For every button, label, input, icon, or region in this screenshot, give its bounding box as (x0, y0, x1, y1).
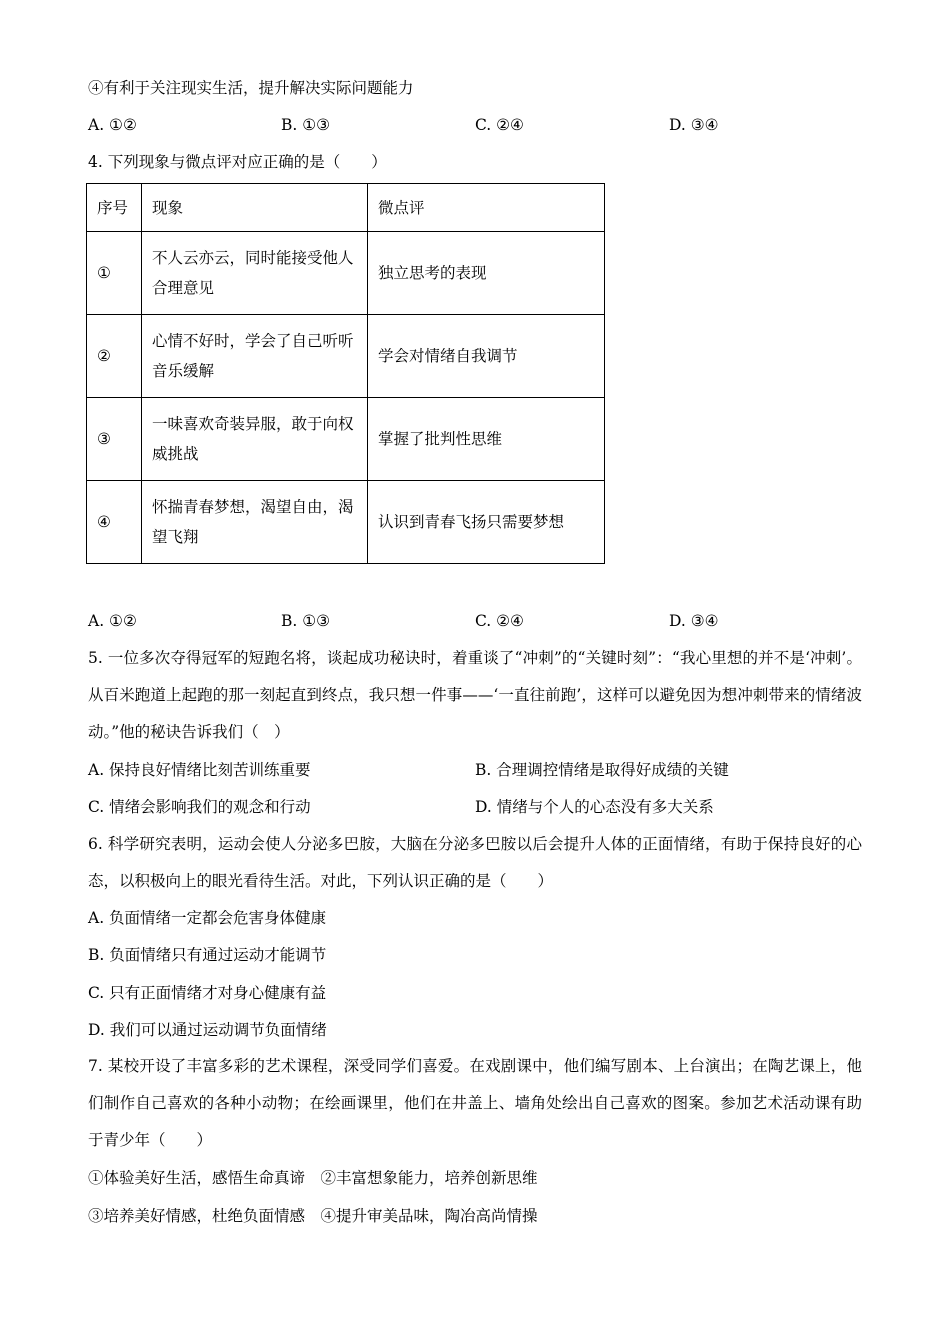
table-row (87, 481, 605, 564)
table-header-row (87, 184, 605, 232)
q3-options (88, 115, 868, 135)
row-comment: 独立思考的表现 (368, 232, 605, 315)
q3-option-c[interactable]: C. ②④ (475, 116, 524, 134)
row-phenomenon: 不人云亦云，同时能接受他人合理意见 (142, 232, 368, 315)
q4-options (88, 611, 868, 631)
q6-option-d[interactable]: D. 我们可以通过运动调节负面情绪 (88, 1021, 327, 1039)
q4-option-a[interactable]: A. ①② (88, 612, 137, 630)
header-phenomenon: 现象 (142, 184, 368, 232)
q5-option-b[interactable]: B. 合理调控情绪是取得好成绩的关键 (475, 761, 729, 779)
q5-options-row1 (88, 760, 868, 780)
row-number: ④ (87, 481, 142, 564)
row-phenomenon: 一味喜欢奇装异服，敢于向权威挑战 (142, 398, 368, 481)
q6-option-b[interactable]: B. 负面情绪只有通过运动才能调节 (88, 946, 327, 964)
header-comment: 微点评 (368, 184, 605, 232)
q3-option-b[interactable]: B. ①③ (281, 116, 331, 134)
q4-option-c[interactable]: C. ②④ (475, 612, 524, 630)
q3-statement-4: ④有利于关注现实生活，提升解决实际问题能力 (88, 79, 414, 97)
table-row (87, 232, 605, 315)
q5-stem: 5. 一位多次夺得冠军的短跑名将，谈起成功秘诀时，着重谈了“冲刺”的“关键时刻”：“我心里想的并不是‘冲刺’。从百米跑道上起跑的那一刻起直到终点，我只想一件事——‘一直往前跑’，这样可以避免因为想冲刺带来的情绪波动。”他的秘诀告诉我们（ ） (88, 649, 862, 741)
header-number: 序号 (87, 184, 142, 232)
row-comment: 掌握了批判性思维 (368, 398, 605, 481)
q3-option-d[interactable]: D. ③④ (669, 116, 719, 134)
row-number: ① (87, 232, 142, 315)
q7-stem: 7. 某校开设了丰富多彩的艺术课程，深受同学们喜爱。在戏剧课中，他们编写剧本、上台演出；在陶艺课上，他们制作自己喜欢的各种小动物；在绘画课里，他们在井盖上、墙角处绘出自己喜欢的图案。参加艺术活动课有助于青少年（ ） (88, 1057, 862, 1149)
q3-option-a[interactable]: A. ①② (88, 116, 137, 134)
q5-option-a[interactable]: A. 保持良好情绪比刻苦训练重要 (88, 761, 311, 779)
table-row (87, 398, 605, 481)
q5-options-row2 (88, 797, 868, 817)
q4-stem: 4. 下列现象与微点评对应正确的是（ ） (88, 153, 387, 171)
row-comment: 学会对情绪自我调节 (368, 315, 605, 398)
row-comment: 认识到青春飞扬只需要梦想 (368, 481, 605, 564)
q6-option-c[interactable]: C. 只有正面情绪才对身心健康有益 (88, 984, 327, 1002)
q4-option-b[interactable]: B. ①③ (281, 612, 331, 630)
table-row (87, 315, 605, 398)
q5-option-d[interactable]: D. 情绪与个人的心态没有多大关系 (475, 798, 714, 816)
row-number: ③ (87, 398, 142, 481)
q7-items-line2: ③培养美好情感，杜绝负面情感 ④提升审美品味，陶冶高尚情操 (88, 1207, 538, 1225)
row-number: ② (87, 315, 142, 398)
q6-stem: 6. 科学研究表明，运动会使人分泌多巴胺，大脑在分泌多巴胺以后会提升人体的正面情绪，有助于保持良好的心态，以积极向上的眼光看待生活。对此，下列认识正确的是（ ） (88, 835, 862, 890)
q6-option-a[interactable]: A. 负面情绪一定都会危害身体健康 (88, 909, 327, 927)
q4-option-d[interactable]: D. ③④ (669, 612, 719, 630)
q5-option-c[interactable]: C. 情绪会影响我们的观念和行动 (88, 798, 311, 816)
row-phenomenon: 心情不好时，学会了自己听听音乐缓解 (142, 315, 368, 398)
row-phenomenon: 怀揣青春梦想，渴望自由，渴望飞翔 (142, 481, 368, 564)
q7-items-line1: ①体验美好生活，感悟生命真谛 ②丰富想象能力，培养创新思维 (88, 1169, 538, 1187)
q4-table (86, 183, 605, 564)
